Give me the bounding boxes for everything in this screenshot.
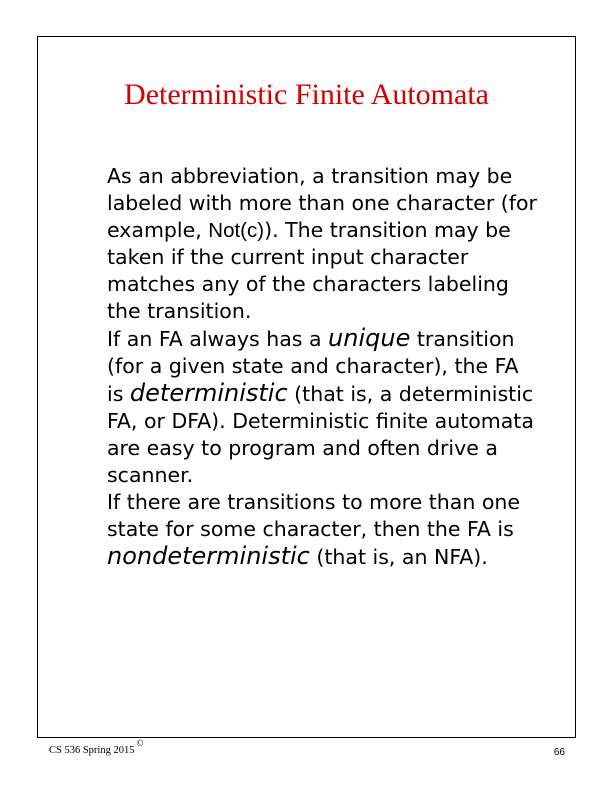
paragraph-deterministic [107,325,537,489]
slide-title: Deterministic Finite Automata [124,78,489,111]
paragraph-text: If there are transitions to more than one state for some character, then the FA is [107,490,521,541]
emphasis-nondeterministic: nondeterministic [107,542,310,570]
paragraph-text: If an FA always has a [107,327,329,351]
paragraph-nondeterministic [107,489,537,571]
emphasis-unique: unique [328,324,411,352]
code-example: Not(c) [208,219,265,242]
paragraph-text: (that is, a deterministic FA, or DFA). Deterministic finite automata are easy to program and often drive a scanner. [107,382,534,487]
page-number: 66 [553,747,565,758]
paragraph-text: ). The transition may be taken if the current input character matches any of the characters labeling the transition. [107,218,511,323]
paragraph-text: As an abbreviation, a transition may be labeled with more than one character (for example, [107,164,537,242]
copyright-symbol: © [136,738,144,748]
slide-body [107,163,537,571]
emphasis-deterministic: deterministic [129,379,288,407]
footer-course [49,738,144,756]
paragraph-text: transition (for a given state and character), the FA is [107,327,519,406]
paragraph-text: (that is, an NFA). [309,545,488,569]
footer-course-label: CS 536 Spring 2015 [49,745,135,756]
paragraph-abbreviation [107,163,537,325]
